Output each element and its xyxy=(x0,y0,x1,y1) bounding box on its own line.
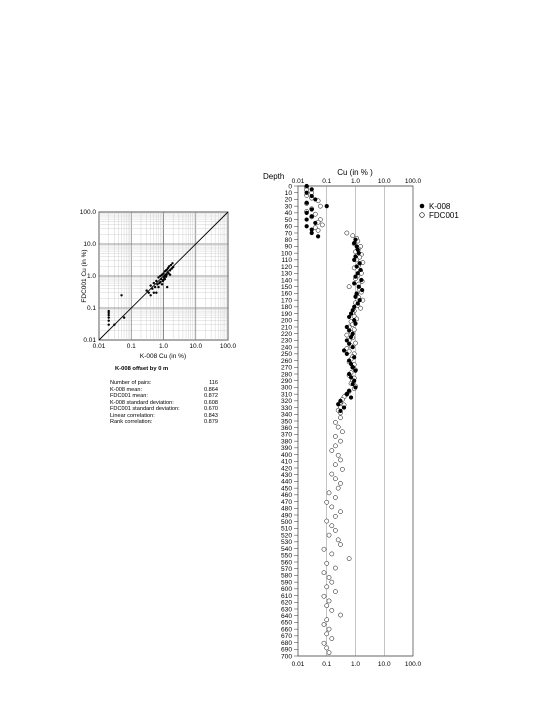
scatter-point xyxy=(159,281,161,283)
depth-tick-label: 180 xyxy=(280,304,292,312)
k008-point xyxy=(358,261,362,265)
depth-bottom-tick-label: 0.01 xyxy=(291,661,305,668)
depth-top-tick-label: 1.0 xyxy=(350,178,361,185)
fdc001-point xyxy=(351,234,355,238)
scatter-y-tick-label: 0.1 xyxy=(86,305,96,312)
k008-point xyxy=(310,187,314,191)
k008-point xyxy=(310,207,314,211)
stat-value: 0.608 xyxy=(204,399,218,406)
fdc001-point xyxy=(322,571,326,575)
k008-point xyxy=(325,204,329,208)
fdc001-point xyxy=(327,599,331,603)
scatter-point xyxy=(108,320,110,322)
depth-tick-label: 460 xyxy=(280,492,292,500)
depth-tick-label: 490 xyxy=(280,512,292,520)
offset-value: 0 m xyxy=(158,366,169,372)
fdc001-point xyxy=(333,434,337,438)
stat-value: 0.843 xyxy=(204,412,218,419)
fdc001-point xyxy=(313,212,317,216)
scatter-point xyxy=(149,284,151,286)
fdc001-point xyxy=(322,594,326,598)
k008-point xyxy=(352,355,356,359)
depth-top-tick-labels xyxy=(292,178,422,185)
fdc001-point xyxy=(327,491,331,495)
scatter-point xyxy=(156,283,158,285)
depth-tick-label: 60 xyxy=(284,223,292,231)
fdc001-point xyxy=(338,542,342,546)
k008-point xyxy=(316,234,320,238)
scatter-x-tick-label: 1.0 xyxy=(158,343,169,350)
fdc001-point xyxy=(322,622,326,626)
legend-fdc001-marker xyxy=(420,213,425,218)
depth-tick-label: 670 xyxy=(280,633,292,641)
k008-point xyxy=(359,278,363,282)
scatter-x-tick-labels xyxy=(93,343,237,350)
depth-tick-label: 620 xyxy=(280,599,292,607)
fdc001-point xyxy=(347,557,351,561)
k008-point xyxy=(351,365,355,369)
depth-tick-label: 680 xyxy=(280,639,292,647)
stat-label: FDC001 mean: xyxy=(110,393,148,399)
k008-point xyxy=(313,197,317,201)
scatter-point xyxy=(169,273,171,275)
depth-tick-label: 130 xyxy=(280,270,292,278)
scatter-point xyxy=(165,273,167,275)
fdc001-point xyxy=(330,505,334,509)
scatter-point xyxy=(149,294,151,296)
fdc001-point xyxy=(333,463,337,467)
cu-axis-title: Cu (in % ) xyxy=(337,168,373,177)
depth-tick-label: 510 xyxy=(280,525,292,533)
depth-bottom-tick-label: 0.1 xyxy=(322,661,332,668)
scatter-point xyxy=(123,316,125,318)
statistics-block xyxy=(110,380,218,426)
depth-tick-label: 500 xyxy=(280,519,292,527)
depth-tick-label: 110 xyxy=(281,257,292,265)
depth-bottom-tick-label: 100.0 xyxy=(404,661,422,668)
scatter-point xyxy=(151,288,153,290)
scatter-y-tick-label: 10.0 xyxy=(83,241,96,248)
depth-tick-label: 380 xyxy=(280,438,292,446)
legend-fdc001-label: FDC001 xyxy=(429,211,459,220)
depth-tick-label: 630 xyxy=(280,606,292,614)
scatter-plot xyxy=(80,209,237,360)
stat-row xyxy=(110,419,218,426)
fdc001-point xyxy=(318,204,322,208)
k008-point xyxy=(357,285,361,289)
k008-point xyxy=(351,382,355,386)
fdc001-point xyxy=(325,561,329,565)
depth-tick-label: 360 xyxy=(280,425,292,433)
depth-tick-label: 430 xyxy=(280,472,292,480)
depth-tick-label: 190 xyxy=(280,310,292,318)
k008-point xyxy=(345,352,349,356)
depth-tick-label: 80 xyxy=(284,237,292,245)
scatter-y-axis-label: FDC001 Cu (in %) xyxy=(81,249,88,303)
fdc001-point xyxy=(325,618,329,622)
scatter-point xyxy=(120,294,122,296)
fdc001-point xyxy=(333,477,337,481)
depth-bottom-tick-label: 10.0 xyxy=(377,661,391,668)
depth-tick-label: 330 xyxy=(280,404,292,412)
fdc001-point xyxy=(330,448,334,452)
k008-point xyxy=(353,295,357,299)
fdc001-point xyxy=(316,228,320,232)
scatter-point xyxy=(108,310,110,312)
k008-point xyxy=(310,194,314,198)
scatter-y-tick-label: 100.0 xyxy=(79,209,96,216)
depth-tick-label: 450 xyxy=(280,485,292,493)
scatter-x-tick-label: 10.0 xyxy=(189,343,203,350)
k008-point xyxy=(353,385,357,389)
depth-tick-label: 220 xyxy=(280,331,292,339)
k008-point xyxy=(353,369,357,373)
depth-tick-label: 600 xyxy=(280,586,292,594)
scatter-point xyxy=(145,289,147,291)
scatter-point xyxy=(108,314,110,316)
fdc001-point xyxy=(353,341,357,345)
depth-top-tick-label: 10.0 xyxy=(377,178,391,185)
fdc001-point xyxy=(322,641,326,645)
k008-point xyxy=(347,315,351,319)
scatter-point xyxy=(165,276,167,278)
depth-top-tick-label: 100.0 xyxy=(404,178,422,185)
scatter-point xyxy=(154,286,156,288)
fdc001-point xyxy=(333,444,337,448)
fdc001-point xyxy=(325,604,329,608)
k008-point xyxy=(355,264,359,268)
stat-label: K-008 mean: xyxy=(110,386,143,393)
depth-tick-label: 200 xyxy=(280,317,292,325)
fdc001-point xyxy=(327,533,331,537)
fdc001-point xyxy=(338,458,342,462)
depth-tick-label: 570 xyxy=(280,566,292,574)
k008-point xyxy=(305,217,309,221)
k008-point xyxy=(336,402,340,406)
k008-point xyxy=(305,184,309,188)
depth-tick-label: 120 xyxy=(280,263,292,271)
depth-axis-title: Depth xyxy=(263,172,285,181)
fdc001-point xyxy=(336,486,340,490)
stat-label: Rank correlation: xyxy=(110,419,153,425)
depth-bottom-tick-labels xyxy=(292,661,422,668)
stat-value: 0.864 xyxy=(204,386,218,393)
offset-caption xyxy=(115,366,168,372)
depth-plot xyxy=(263,168,459,668)
depth-tick-label: 240 xyxy=(280,344,292,352)
k008-point xyxy=(349,375,353,379)
scatter-x-tick-label: 0.01 xyxy=(92,343,106,350)
k008-point xyxy=(357,251,361,255)
depth-tick-label: 480 xyxy=(280,505,292,513)
scatter-point xyxy=(153,292,155,294)
k008-point xyxy=(351,345,355,349)
depth-tick-label: 310 xyxy=(280,391,292,399)
depth-tick-label: 400 xyxy=(280,451,292,459)
scatter-point xyxy=(169,269,171,271)
fdc001-point xyxy=(336,538,340,542)
depth-tick-label: 530 xyxy=(280,539,292,547)
depth-tick-label: 250 xyxy=(280,351,292,359)
depth-bottom-tick-label: 1.0 xyxy=(350,661,361,668)
depth-top-tick-label: 0.1 xyxy=(322,178,332,185)
fdc001-point xyxy=(338,439,342,443)
scatter-point xyxy=(171,262,173,264)
fdc001-point xyxy=(325,519,329,523)
k008-point xyxy=(310,214,314,218)
fdc001-point xyxy=(336,453,340,457)
depth-tick-label: 230 xyxy=(280,337,292,345)
depth-tick-label: 420 xyxy=(280,465,292,473)
fdc001-point xyxy=(325,500,329,504)
k008-point xyxy=(342,348,346,352)
fdc001-point xyxy=(330,552,334,556)
depth-tick-label: 550 xyxy=(280,552,292,560)
scatter-point xyxy=(162,279,164,281)
depth-tick-label: 280 xyxy=(280,371,292,379)
depth-tick-label: 660 xyxy=(280,626,292,634)
fdc001-point xyxy=(330,472,334,476)
k008-point xyxy=(338,409,342,413)
depth-tick-label: 70 xyxy=(284,230,292,238)
depth-tick-label: 100 xyxy=(280,250,292,258)
legend xyxy=(420,202,460,220)
fdc001-point xyxy=(345,333,349,337)
fdc001-point xyxy=(338,416,342,420)
fdc001-point xyxy=(333,528,337,532)
stat-label: Linear correlation: xyxy=(110,412,155,419)
k008-point xyxy=(305,191,309,195)
depth-tick-label: 560 xyxy=(280,559,292,567)
depth-tick-label: 640 xyxy=(280,613,292,621)
depth-tick-label: 170 xyxy=(280,297,292,305)
k008-point xyxy=(356,301,360,305)
stat-value: 116 xyxy=(209,380,218,386)
depth-tick-label: 390 xyxy=(280,445,292,453)
fdc001-point xyxy=(338,481,342,485)
depth-tick-label: 350 xyxy=(280,418,292,426)
fdc001-point xyxy=(358,306,362,310)
scatter-point xyxy=(157,286,159,288)
depth-tick-label: 520 xyxy=(280,532,292,540)
stat-value: 0.670 xyxy=(204,406,218,412)
scatter-point xyxy=(108,324,110,326)
k008-point xyxy=(352,281,356,285)
depth-tick-label: 580 xyxy=(280,572,292,580)
scatter-y-tick-label: 1.0 xyxy=(86,273,96,280)
depth-tick-label: 140 xyxy=(280,277,292,285)
depth-tick-label: 610 xyxy=(280,592,292,600)
fdc001-point xyxy=(327,651,331,655)
legend-k008-label: K-008 xyxy=(429,202,451,211)
depth-tick-label: 410 xyxy=(280,458,292,466)
scatter-point xyxy=(166,286,168,288)
depth-tick-label: 650 xyxy=(280,619,292,627)
k008-point xyxy=(358,268,362,272)
legend-k008-marker xyxy=(420,204,425,209)
scatter-point xyxy=(172,266,174,268)
fdc001-point xyxy=(333,566,337,570)
stat-label: Number of pairs: xyxy=(110,380,152,386)
scatter-point xyxy=(155,280,157,282)
fdc001-point xyxy=(325,585,329,589)
fdc001-point xyxy=(338,510,342,514)
depth-tick-label: 690 xyxy=(280,646,292,654)
scatter-x-tick-label: 0.1 xyxy=(126,343,136,350)
fdc001-point xyxy=(333,589,337,593)
k008-point xyxy=(305,224,309,228)
fdc001-point xyxy=(330,524,334,528)
k008-point xyxy=(345,392,349,396)
k008-point xyxy=(360,288,364,292)
fdc001-point xyxy=(345,231,349,235)
scatter-point xyxy=(157,276,159,278)
k008-point xyxy=(353,275,357,279)
depth-tick-label: 30 xyxy=(284,203,292,211)
fdc001-point xyxy=(327,627,331,631)
k008-point xyxy=(349,335,353,339)
depth-tick-label: 50 xyxy=(284,216,292,224)
stat-label: FDC001 standard deviation: xyxy=(110,406,180,412)
depth-tick-label: 150 xyxy=(280,284,292,292)
k008-point xyxy=(349,395,353,399)
depth-tick-labels xyxy=(281,183,298,660)
k008-point xyxy=(352,258,356,262)
depth-tick-label: 90 xyxy=(284,243,292,251)
depth-tick-label: 470 xyxy=(280,498,292,506)
scatter-point xyxy=(155,292,157,294)
fdc001-point xyxy=(327,575,331,579)
fdc001-point xyxy=(340,430,344,434)
scatter-x-tick-label: 100.0 xyxy=(219,343,237,350)
scatter-y-tick-label: 0.01 xyxy=(83,337,96,344)
fdc001-point xyxy=(333,495,337,499)
fdc001-point xyxy=(336,425,340,429)
k008-point xyxy=(305,211,309,215)
fdc001-point xyxy=(325,632,329,636)
k008-point xyxy=(347,342,351,346)
depth-tick-label: 320 xyxy=(280,398,292,406)
fdc001-point xyxy=(330,608,334,612)
fdc001-point xyxy=(322,547,326,551)
depth-tick-label: 700 xyxy=(280,653,292,661)
depth-tick-label: 590 xyxy=(280,579,292,587)
fdc001-point xyxy=(347,285,351,289)
scatter-point xyxy=(162,272,164,274)
fdc001-point xyxy=(333,420,337,424)
scatter-point xyxy=(108,316,110,318)
stat-value: 0.879 xyxy=(204,419,218,425)
offset-label: K-008 offset by xyxy=(115,366,157,372)
depth-tick-label: 270 xyxy=(280,364,292,372)
depth-tick-label: 300 xyxy=(280,384,292,392)
fdc001-point xyxy=(325,646,329,650)
depth-tick-label: 160 xyxy=(280,290,292,298)
depth-tick-label: 40 xyxy=(284,210,292,218)
fdc001-point xyxy=(333,514,337,518)
depth-top-tick-label: 0.01 xyxy=(291,178,305,185)
depth-tick-label: 440 xyxy=(280,478,292,486)
scatter-point xyxy=(153,282,155,284)
scatter-point xyxy=(113,324,115,326)
scatter-point xyxy=(160,278,162,280)
k008-point xyxy=(305,201,309,205)
depth-tick-label: 290 xyxy=(280,378,292,386)
depth-tick-label: 10 xyxy=(284,190,292,198)
k008-point xyxy=(347,328,351,332)
depth-tick-label: 260 xyxy=(280,357,292,365)
stat-value: 0.872 xyxy=(204,393,218,399)
fdc001-point xyxy=(330,636,334,640)
depth-tick-label: 210 xyxy=(280,324,292,332)
fdc001-point xyxy=(330,580,334,584)
depth-tick-label: 0 xyxy=(288,183,292,191)
depth-tick-label: 20 xyxy=(284,196,292,204)
fdc001-point xyxy=(320,223,324,227)
depth-tick-label: 370 xyxy=(280,431,292,439)
k008-point xyxy=(342,405,346,409)
depth-tick-label: 340 xyxy=(280,411,292,419)
k008-point xyxy=(352,241,356,245)
fdc001-point xyxy=(338,613,342,617)
fdc001-point xyxy=(340,467,344,471)
stat-label: K-008 standard deviation: xyxy=(110,399,174,406)
scatter-x-axis-label: K-008 Cu (in %) xyxy=(139,353,187,360)
depth-tick-label: 540 xyxy=(280,545,292,553)
k008-point xyxy=(310,231,314,235)
scatter-point xyxy=(161,283,163,285)
k008-point xyxy=(353,322,357,326)
k008-point xyxy=(313,221,317,225)
scatter-point xyxy=(148,292,150,294)
